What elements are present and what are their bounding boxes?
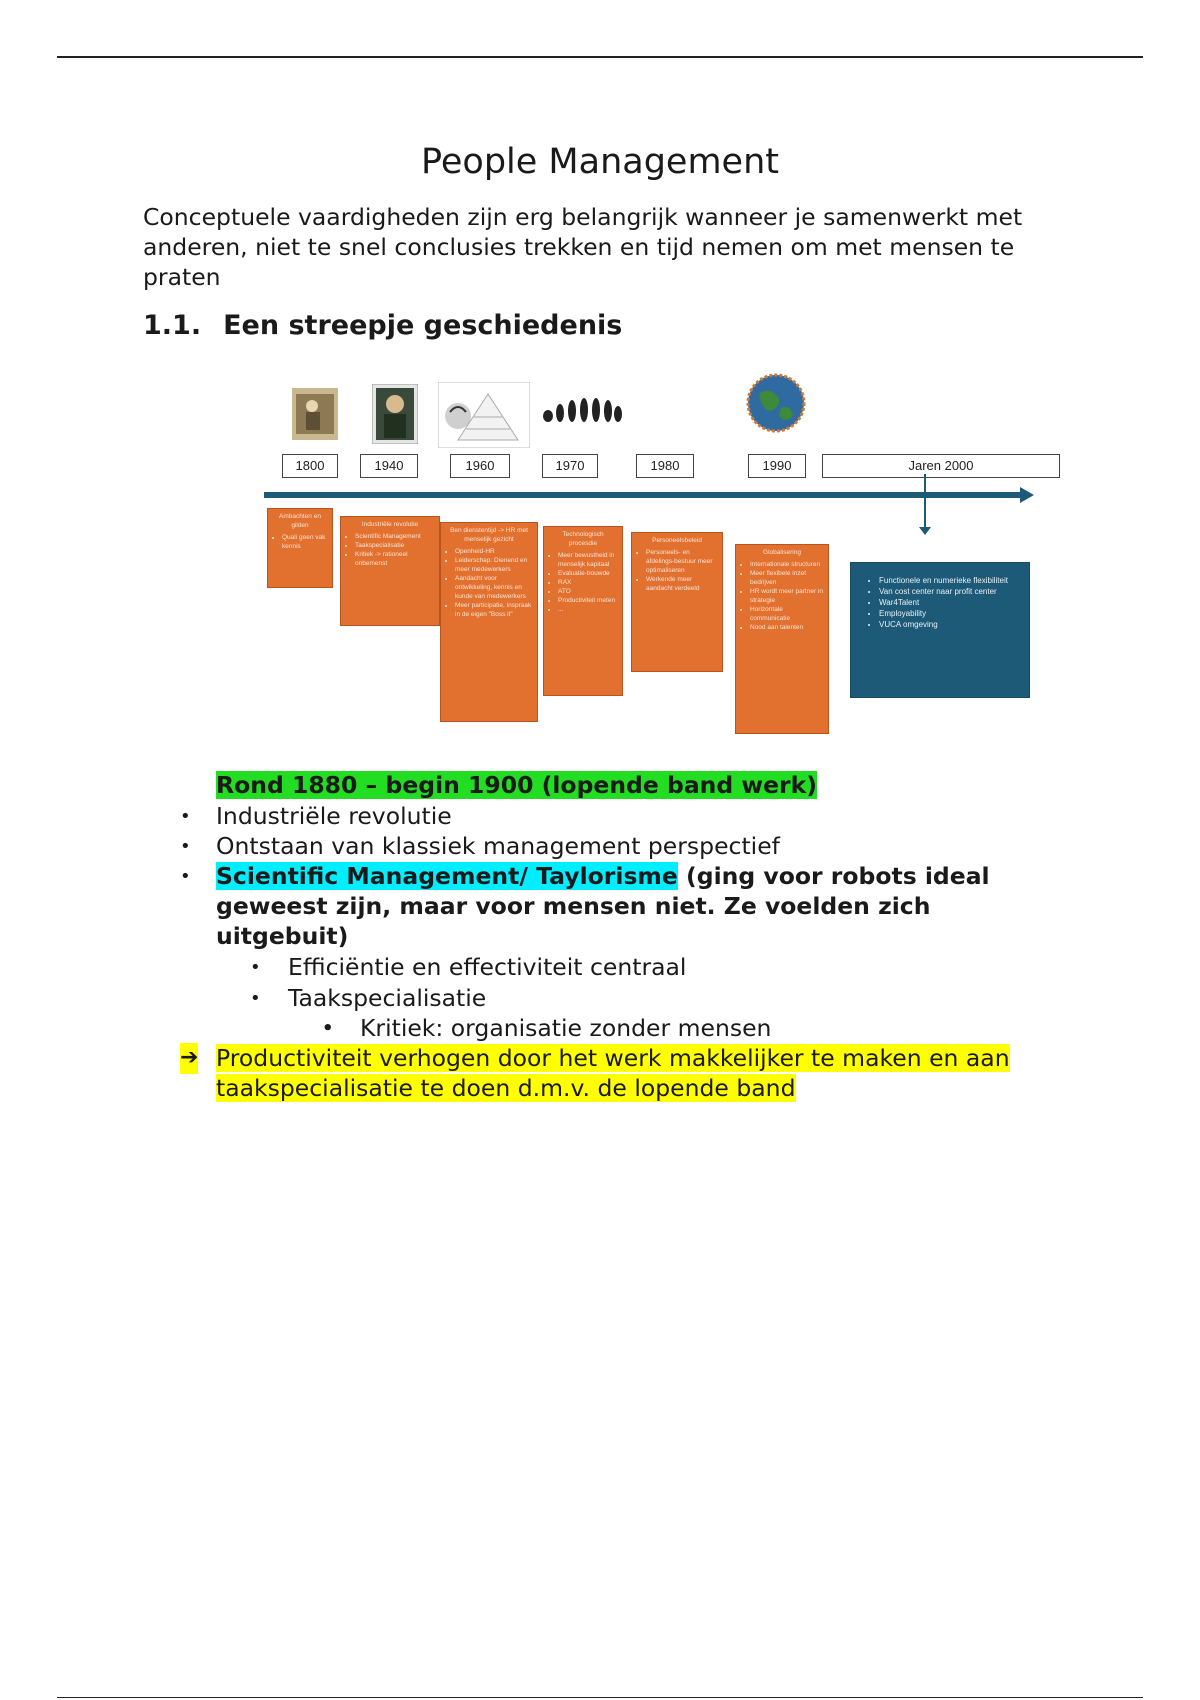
era-item: • ...	[558, 605, 618, 614]
year-1990: 1990	[748, 454, 806, 478]
era-item: • Internationale structuren	[750, 560, 824, 569]
era-box-1960	[440, 522, 538, 722]
era-item: • Leiderschap: Dienend en meer medewerkers	[455, 556, 533, 574]
evolution-figures-icon	[542, 396, 624, 424]
era-item: • RAX	[558, 578, 618, 587]
bullet-icon: •	[180, 866, 191, 887]
globe-icon	[743, 372, 809, 434]
era-item: • Werkende meer aandacht verdeeld	[646, 575, 718, 593]
era-heading: Globalisering	[763, 549, 801, 556]
timeline-pointer	[924, 474, 926, 530]
section-heading	[143, 310, 622, 341]
bullet-icon: •	[180, 806, 191, 827]
year-1970: 1970	[542, 454, 598, 478]
craftsman-photo-icon	[292, 388, 338, 440]
taylorism-note: (ging voor robots ideal	[677, 862, 990, 890]
timeline-arrow-head	[1020, 487, 1034, 503]
era-box-2000s	[850, 562, 1030, 698]
era-item: • ATO	[558, 587, 618, 596]
era-heading: Ambachten en gilden	[279, 513, 321, 529]
era-heading: Technologisch procesdie	[562, 531, 604, 547]
era-heading: Ben dienstentijd -> HR met menselijk gezicht	[450, 527, 528, 543]
era-item: • Meer participatie, inspraak in de eigen "Boss it"	[455, 601, 533, 619]
history-timeline-figure	[250, 370, 1040, 740]
era-item: • Evaluatie-bouwde	[558, 569, 618, 578]
era-item: • Openheid-HR	[455, 547, 533, 556]
era-item: • Scientific Management	[355, 532, 435, 541]
taylorism-highlight: Scientific Management/ Taylorisme	[216, 862, 678, 890]
era-box-1800	[267, 508, 333, 588]
sub-bullet-icon: •	[250, 957, 261, 978]
sub-bullet-icon: •	[250, 988, 261, 1009]
era-box-1940	[340, 516, 440, 626]
footer-rule	[57, 1697, 1143, 1698]
conclusion-line-2	[216, 1073, 796, 1104]
bullet-item-3	[216, 861, 990, 892]
section-number: 1.1.	[143, 310, 202, 341]
era-item: • Productiviteit meten	[558, 596, 618, 605]
taylorism-note-line-3: uitgebuit)	[216, 922, 349, 950]
timeline-pointer-head	[919, 527, 931, 535]
intro-paragraph: Conceptuele vaardigheden zijn erg belangrijk wanneer je samenwerkt met anderen, niet te snel conclusies trekken en tijd nemen om met mensen te praten	[143, 203, 1023, 291]
era-item: • Meer flexibele inzet bedrijven	[750, 569, 824, 587]
era-item: • Van cost center naar profit center	[879, 586, 1019, 597]
timeline-axis	[264, 492, 1020, 498]
era-item: • Quali geen vak kennis	[282, 533, 328, 551]
maslow-pyramid-icon	[438, 382, 530, 448]
conclusion-highlight-2: taakspecialisatie te doen d.m.v. de lopende band	[216, 1074, 796, 1102]
year-1960: 1960	[450, 454, 510, 478]
conclusion-line-1	[216, 1043, 1010, 1074]
era-item: • War4Talent	[879, 597, 1019, 608]
sub-bullet-item-2: Taakspecialisatie	[288, 984, 487, 1012]
bullet-icon: •	[180, 836, 191, 857]
era-item: • Kritiek -> rationeel onbemenst	[355, 550, 435, 568]
taylorism-note-line-2: geweest zijn, maar voor mensen niet. Ze voelden zich	[216, 892, 931, 920]
sub-sub-bullet-icon: •	[322, 1018, 334, 1039]
era-box-1980	[631, 532, 723, 672]
page-title: People Management	[421, 142, 779, 182]
section-title: Een streepje geschiedenis	[223, 310, 623, 341]
period-highlight: Rond 1880 – begin 1900 (lopende band werk)	[216, 771, 818, 799]
conclusion-highlight-1: Productiviteit verhogen door het werk makkelijker te maken en aan	[216, 1044, 1010, 1072]
year-2000s: Jaren 2000	[822, 454, 1060, 478]
era-item: • VUCA omgeving	[879, 619, 1019, 630]
arrow-icon: ➔	[180, 1043, 198, 1074]
bullet-item-1: Industriële revolutie	[216, 802, 452, 830]
era-box-1990	[735, 544, 829, 734]
year-1800: 1800	[282, 454, 338, 478]
era-item: • Personeels- en afdelings-bestuur meer optimaliseren	[646, 548, 718, 575]
era-item: • Employability	[879, 608, 1019, 619]
era-item: • Meer bewustheid in menselijk kapitaal	[558, 551, 618, 569]
era-heading: Industriële revolutie	[361, 521, 419, 528]
era-box-1970	[543, 526, 623, 696]
year-1980: 1980	[636, 454, 694, 478]
bullet-item-2: Ontstaan van klassiek management perspectief	[216, 832, 780, 860]
era-item: • Horizontale communicatie	[750, 605, 824, 623]
era-heading: Personeelsbeleid	[652, 537, 702, 544]
era-item: • Nood aan talenten	[750, 623, 824, 632]
era-item: • Aandacht voor ontwikkeling, kennis en kunde van medewerkers	[455, 574, 533, 601]
sub-bullet-item-1: Efficiëntie en effectiviteit centraal	[288, 953, 687, 981]
header-rule	[57, 56, 1143, 58]
sub-sub-bullet-item-1: Kritiek: organisatie zonder mensen	[360, 1014, 772, 1042]
worker-photo-icon	[372, 384, 418, 444]
period-label	[216, 770, 817, 801]
year-1940: 1940	[360, 454, 418, 478]
era-item: • Functionele en numerieke flexibiliteit	[879, 575, 1019, 586]
era-item: • Taakspecialisatie	[355, 541, 435, 550]
era-item: • HR wordt meer partner in strategie	[750, 587, 824, 605]
